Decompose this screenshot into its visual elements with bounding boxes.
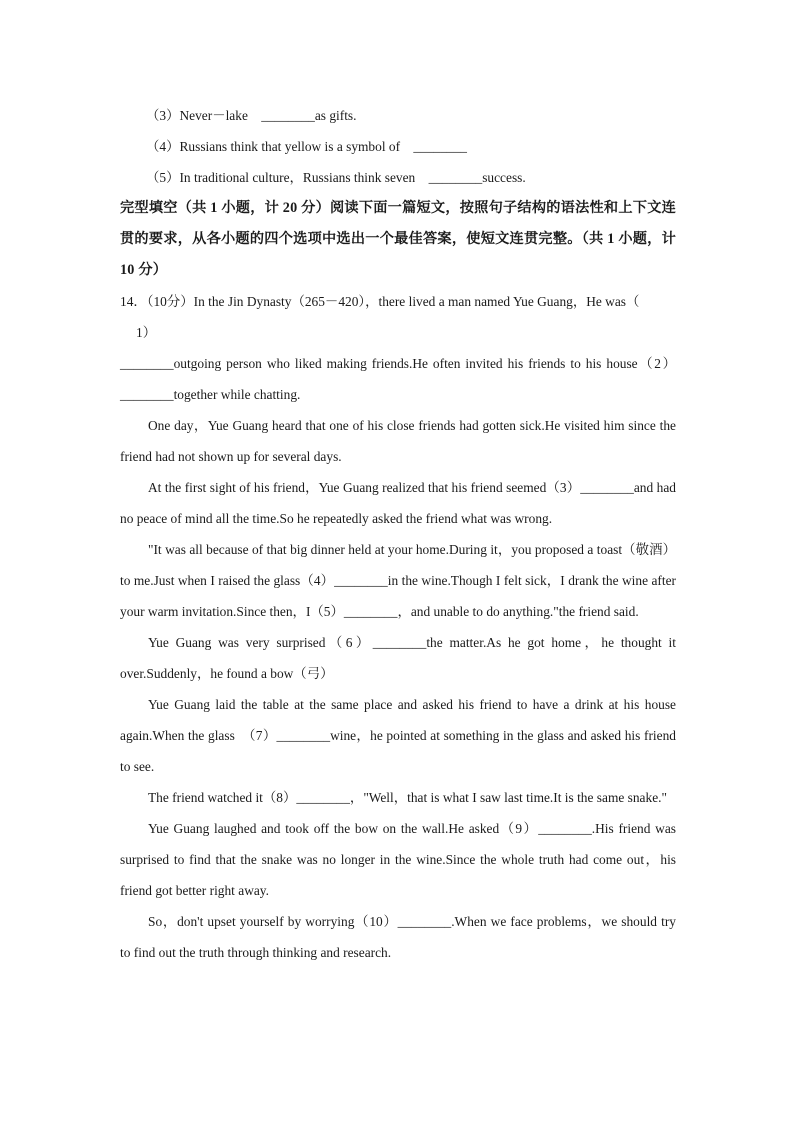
passage-paragraph-3: "It was all because of that big dinner held at your home.During it，you proposed a toast（敬酒） to me.Just when I raised the glass（4）________in the wine.Though I felt sick，I drank the wine after your warm invitation.Since then，I（5）________，and unable to do anything."the friend said. — [120, 542, 676, 619]
passage-paragraph-5: Yue Guang laid the table at the same place and asked his friend to have a drink at his house again.When the glass （7）________wine，he pointed at something in the glass and asked his friend to see. — [120, 697, 676, 774]
passage-paragraph-7: Yue Guang laughed and took off the bow on the wall.He asked（9）________.His friend was surprised to find that the snake was no longer in the wine.Since the whole truth had come out，his friend got better right away. — [120, 821, 676, 898]
fill-item-5: （5）In traditional culture，Russians think seven ________success. — [146, 170, 526, 185]
passage-paragraph-2: At the first sight of his friend，Yue Guang realized that his friend seemed（3）________and had no peace of mind all the time.So he repeatedly asked the friend what was wrong. — [120, 480, 676, 526]
passage-paragraph-6: The friend watched it（8）________，"Well，that is what I saw last time.It is the same snake." — [148, 790, 667, 805]
question-intro-line1: （10分）In the Jin Dynasty（265－420），there lived a man named Yue Guang，He was（ — [146, 294, 640, 309]
document-content — [120, 100, 676, 968]
passage-paragraph-4: Yue Guang was very surprised（6）________the matter.As he got home，he thought it over.Suddenly，he found a bow（弓） — [120, 635, 676, 681]
question-14-header — [120, 286, 676, 317]
section-heading: 完型填空（共 1 小题，计 20 分）阅读下面一篇短文，按照句子结构的语法性和上下文连贯的要求，从各小题的四个选项中选出一个最佳答案，使短文连贯完整。（共 1 小题，计 10 分） — [120, 200, 676, 278]
passage-paragraph-8: So，don't upset yourself by worrying（10）________.When we face problems，we should try to find out the truth through thinking and research. — [120, 914, 676, 960]
fill-item-3: （3）Never－lake ________as gifts. — [146, 108, 357, 123]
question-intro-line2: 1） — [136, 325, 157, 340]
fill-item-4: （4）Russians think that yellow is a symbol of ________ — [146, 139, 467, 154]
question-number: 14． — [120, 294, 147, 309]
question-intro-rest: ________outgoing person who liked making friends.He often invited his friends to his house（2）________together while chatting. — [120, 356, 676, 402]
passage-paragraph-1: One day，Yue Guang heard that one of his close friends had gotten sick.He visited him since the friend had not shown up for several days. — [120, 418, 676, 464]
